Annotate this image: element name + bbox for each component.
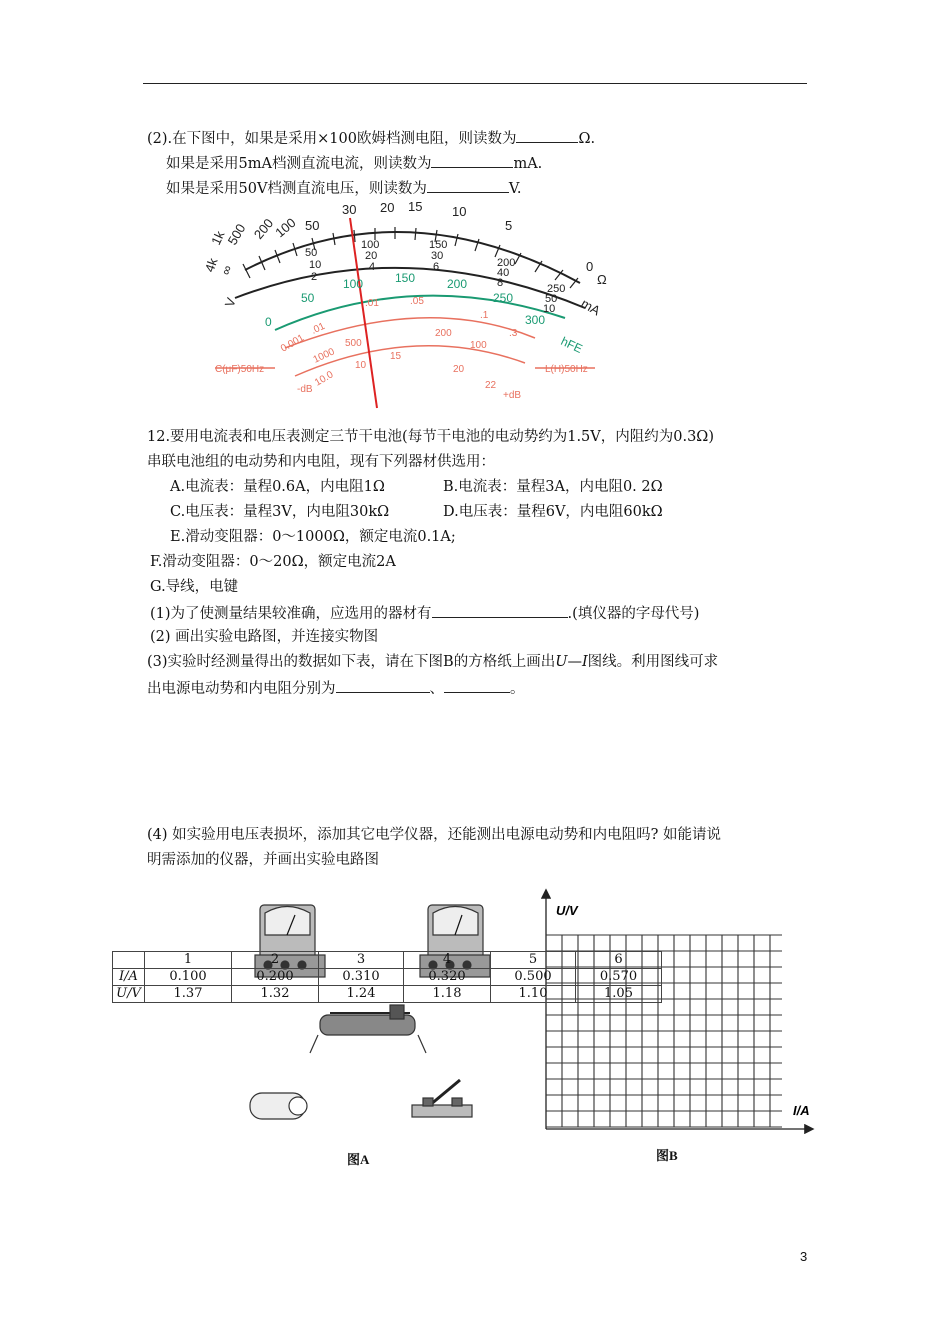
table-cell: 0.320 (404, 969, 491, 986)
sub-question-4: (4) 如实验用电压表损坏，添加其它电学仪器，还能测出电源电动势和内电阻吗? 如能请说 (147, 827, 722, 843)
svg-text:40: 40 (497, 267, 510, 279)
answer-blank[interactable] (336, 677, 430, 693)
svg-text:30: 30 (342, 202, 357, 217)
svg-text:0: 0 (265, 315, 272, 329)
svg-text:4: 4 (369, 261, 376, 273)
table-cell: 1 (145, 952, 232, 969)
sub-question-3-line2: 出电源电动势和内电阻分别为 、 。 (147, 677, 525, 699)
table-cell: 0.100 (145, 969, 232, 986)
answer-blank[interactable] (444, 677, 510, 693)
rheostat-drawing (310, 1005, 426, 1053)
svg-text:50: 50 (301, 291, 315, 305)
option-b: B.电流表：量程3A，内电阻0. 2Ω (443, 479, 663, 495)
option-c: C.电压表：量程3V，内电阻30kΩ (170, 504, 390, 520)
u-axis-label: U/V (556, 903, 578, 918)
table-cell: 0.310 (319, 969, 404, 986)
svg-text:100: 100 (470, 340, 487, 351)
svg-text:10.0: 10.0 (313, 369, 336, 389)
svg-text:22: 22 (485, 380, 497, 391)
table-cell: 2 (232, 952, 319, 969)
svg-text:150: 150 (395, 271, 416, 285)
svg-text:10: 10 (355, 360, 367, 371)
q2-line3: 如果是采用50V档测直流电压，则读数为 V. (166, 177, 521, 199)
sub-question-3: (3)实验时经测量得出的数据如下表，请在下图B的方格纸上画出U—I图线。利用图线可求 (147, 654, 719, 670)
svg-text:10: 10 (309, 259, 322, 271)
svg-text:15: 15 (408, 199, 423, 214)
svg-text:50: 50 (305, 218, 320, 233)
apparatus-figure-a (240, 895, 520, 1135)
svg-text:.3: .3 (509, 328, 518, 339)
table-cell: I/A (113, 969, 145, 986)
table-cell: 6 (576, 952, 662, 969)
option-g: G.导线，电键 (150, 579, 239, 595)
svg-text:6: 6 (433, 261, 440, 273)
answer-blank[interactable] (516, 127, 578, 143)
answer-blank[interactable] (427, 177, 509, 193)
svg-text:10: 10 (452, 204, 467, 219)
answer-blank[interactable] (431, 152, 513, 168)
svg-text:5: 5 (505, 218, 513, 233)
svg-text:.05: .05 (410, 296, 424, 307)
svg-text:100: 100 (272, 214, 299, 241)
q2-line2: 如果是采用5mA档测直流电流，则读数为 mA. (166, 152, 542, 174)
option-f: F.滑动变阻器：0～20Ω，额定电流2A (150, 554, 396, 570)
option-a: A.电流表：量程0.6A，内电阻1Ω (170, 479, 385, 495)
header-rule (143, 83, 807, 84)
svg-text:200: 200 (435, 328, 452, 339)
svg-text:L(H)50Hz: L(H)50Hz (545, 364, 588, 375)
svg-text:.01: .01 (309, 320, 327, 337)
svg-text:100: 100 (343, 277, 364, 291)
svg-text:Ω: Ω (597, 272, 607, 287)
table-cell: 0.200 (232, 969, 319, 986)
svg-text:200: 200 (447, 277, 468, 291)
svg-text:1000: 1000 (311, 346, 337, 366)
svg-text:.1: .1 (480, 310, 489, 321)
answer-blank[interactable] (432, 602, 568, 618)
svg-text:hFE: hFE (558, 334, 585, 357)
table-cell: 1.37 (145, 986, 232, 1003)
table-cell: 0.570 (576, 969, 662, 986)
q12-stem2: 串联电池组的电动势和内电阻，现有下列器材供选用： (147, 454, 495, 470)
svg-text:50: 50 (545, 293, 558, 305)
svg-text:150: 150 (429, 239, 448, 251)
svg-text:15: 15 (390, 351, 402, 362)
svg-text:20: 20 (380, 200, 395, 215)
svg-text:1k: 1k (208, 228, 228, 248)
table-cell (113, 952, 145, 969)
svg-text:8: 8 (497, 277, 504, 289)
svg-text:250: 250 (547, 283, 566, 295)
page-number: 3 (800, 1249, 808, 1264)
svg-text:500: 500 (224, 221, 249, 248)
svg-text:50: 50 (305, 247, 318, 259)
svg-text:-dB: -dB (297, 384, 313, 395)
svg-text:10: 10 (543, 303, 556, 315)
svg-text:100: 100 (361, 239, 380, 251)
option-e: E.滑动变阻器：0～1000Ω，额定电流0.1A; (170, 529, 456, 545)
sub-question-4-line2: 明需添加的仪器，并画出实验电路图 (147, 852, 379, 868)
battery-drawing (250, 1093, 307, 1119)
i-axis-label: I/A (793, 1103, 810, 1118)
multimeter-dial-figure (201, 198, 615, 408)
q12-stem1: 12.要用电流表和电压表测定三节干电池(每节干电池的电动势约为1.5V，内阻约为0.3Ω) (147, 429, 714, 445)
table-cell: 1.24 (319, 986, 404, 1003)
table-cell: 0.500 (491, 969, 576, 986)
table-cell: 1.18 (404, 986, 491, 1003)
figure-b-caption: 图B (656, 1148, 678, 1163)
svg-text:20: 20 (365, 250, 378, 262)
graph-paper-figure-b (520, 885, 820, 1135)
table-cell: 3 (319, 952, 404, 969)
table-cell: 1.10 (491, 986, 576, 1003)
svg-text:30: 30 (431, 250, 444, 262)
sub-question-1: (1)为了使测量结果较准确，应选用的器材有 .(填仪器的字母代号) (150, 602, 699, 624)
table-cell: 1.32 (232, 986, 319, 1003)
svg-text:mA: mA (578, 295, 603, 319)
svg-text:500: 500 (345, 338, 362, 349)
svg-text:200: 200 (250, 215, 277, 242)
svg-text:+dB: +dB (503, 390, 522, 401)
table-cell: 1.05 (576, 986, 662, 1003)
measurement-table (112, 951, 662, 1003)
table-row (113, 969, 662, 986)
table-cell: 4 (404, 952, 491, 969)
svg-text:0.001: 0.001 (279, 332, 307, 355)
svg-text:250: 250 (493, 291, 514, 305)
svg-text:200: 200 (497, 257, 516, 269)
table-cell: U/V (113, 986, 145, 1003)
svg-text:2: 2 (311, 271, 318, 283)
table-row (113, 986, 662, 1003)
option-d: D.电压表：量程6V，内电阻60kΩ (443, 504, 663, 520)
svg-text:∞: ∞ (217, 263, 235, 278)
figure-a-caption: 图A (347, 1152, 370, 1167)
svg-text:300: 300 (525, 313, 546, 327)
table-cell: 5 (491, 952, 576, 969)
q2-line1: (2).在下图中，如果是采用×100欧姆档测电阻，则读数为 Ω. (147, 127, 595, 149)
svg-text:.01: .01 (365, 298, 379, 309)
svg-text:0: 0 (586, 259, 594, 274)
svg-text:20: 20 (453, 364, 465, 375)
svg-text:C(μF)50Hz: C(μF)50Hz (215, 364, 265, 375)
table-header-row (113, 952, 662, 969)
switch-drawing (412, 1080, 472, 1117)
sub-question-2: (2) 画出实验电路图，并连接实物图 (150, 629, 379, 645)
svg-text:4k: 4k (201, 255, 221, 275)
svg-text:V: V (221, 295, 239, 310)
